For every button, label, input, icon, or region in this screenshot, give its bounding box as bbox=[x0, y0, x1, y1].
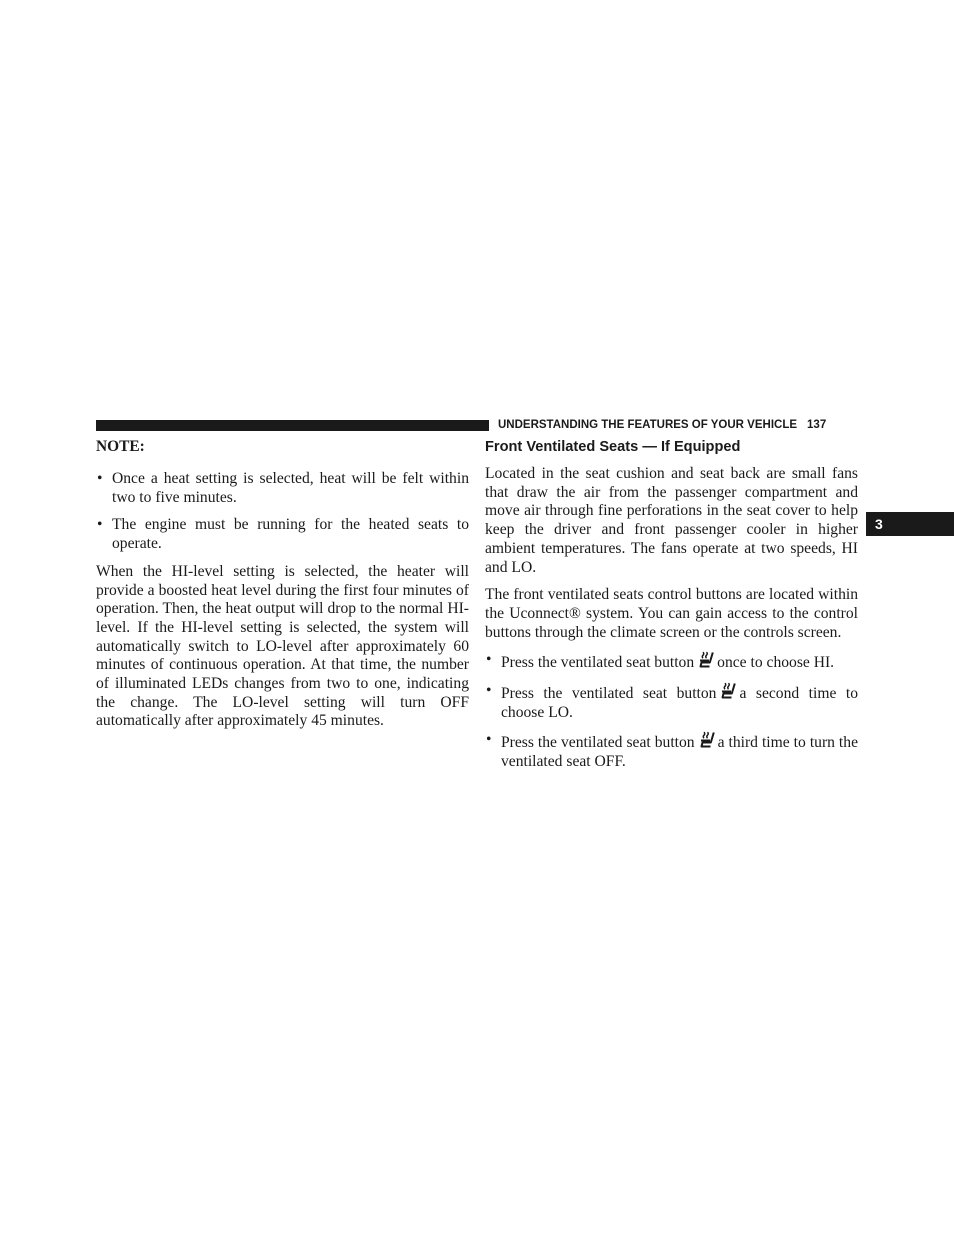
bullet-text-after: a third time to turn the ventilated seat OFF. bbox=[501, 734, 858, 771]
page-number: 137 bbox=[807, 419, 827, 431]
bullet-text-after: once to choose HI. bbox=[717, 654, 835, 672]
bullet-text-before: Press the ventilated seat button bbox=[501, 685, 717, 703]
list-item bbox=[96, 516, 469, 553]
instruction-bullet-list bbox=[485, 651, 858, 772]
note-bullet-list bbox=[96, 470, 469, 554]
note-bullet-text: Once a heat setting is selected, heat will be felt within two to five minutes. bbox=[112, 470, 469, 506]
bullet-glyph: • bbox=[486, 651, 492, 669]
header-rule-bar bbox=[96, 420, 489, 431]
bullet-text-before: Press the ventilated seat button bbox=[501, 654, 695, 672]
list-item bbox=[96, 470, 469, 507]
heater-paragraph: When the HI-level setting is selected, the heater will provide a boosted heat level during the first four minutes of operation. Then, the heat output will drop to the normal HI-level. If the HI-level setting is selected, the system will automatically switch to LO-level after approximately 60 minutes of continuous operation. At that time, the number of illuminated LEDs changes from two to one, indicating the change. The LO-level setting will turn OFF automatically after approximately 45 minutes. bbox=[96, 562, 469, 730]
bullet-glyph: • bbox=[486, 682, 492, 700]
bullet-glyph: • bbox=[97, 470, 103, 487]
section-title: Front Ventilated Seats — If Equipped bbox=[485, 439, 741, 455]
running-header bbox=[498, 418, 858, 432]
list-item bbox=[485, 682, 858, 722]
ventilated-seat-icon bbox=[699, 731, 716, 749]
chapter-tab: 3 bbox=[866, 512, 954, 536]
running-title: UNDERSTANDING THE FEATURES OF YOUR VEHICLE bbox=[498, 419, 798, 431]
bullet-glyph: • bbox=[486, 731, 492, 749]
left-column bbox=[96, 437, 469, 740]
bullet-text-before: Press the ventilated seat button bbox=[501, 734, 695, 752]
bullet-text-after: a second time to choose LO. bbox=[501, 685, 858, 721]
list-item bbox=[485, 651, 858, 673]
body-paragraph: The front ventilated seats control buttons are located within the Uconnect® system. You can gain access to the control buttons through the climate screen or the controls screen. bbox=[485, 586, 858, 641]
ventilated-seat-icon bbox=[698, 651, 715, 669]
body-paragraph: Located in the seat cushion and seat back are small fans that draw the air from the passenger compartment and move air through fine perforations in the seat cover to help keep the driver and front passenger cooler in higher ambient temperatures. The fans operate at two speeds, HI and LO. bbox=[485, 465, 858, 576]
bullet-glyph: • bbox=[97, 516, 103, 534]
note-bullet-text: The engine must be running for the heated seats to operate. bbox=[112, 516, 469, 553]
list-item bbox=[485, 731, 858, 771]
note-heading: NOTE: bbox=[96, 438, 145, 455]
right-column bbox=[485, 437, 858, 781]
ventilated-seat-icon bbox=[720, 682, 737, 700]
